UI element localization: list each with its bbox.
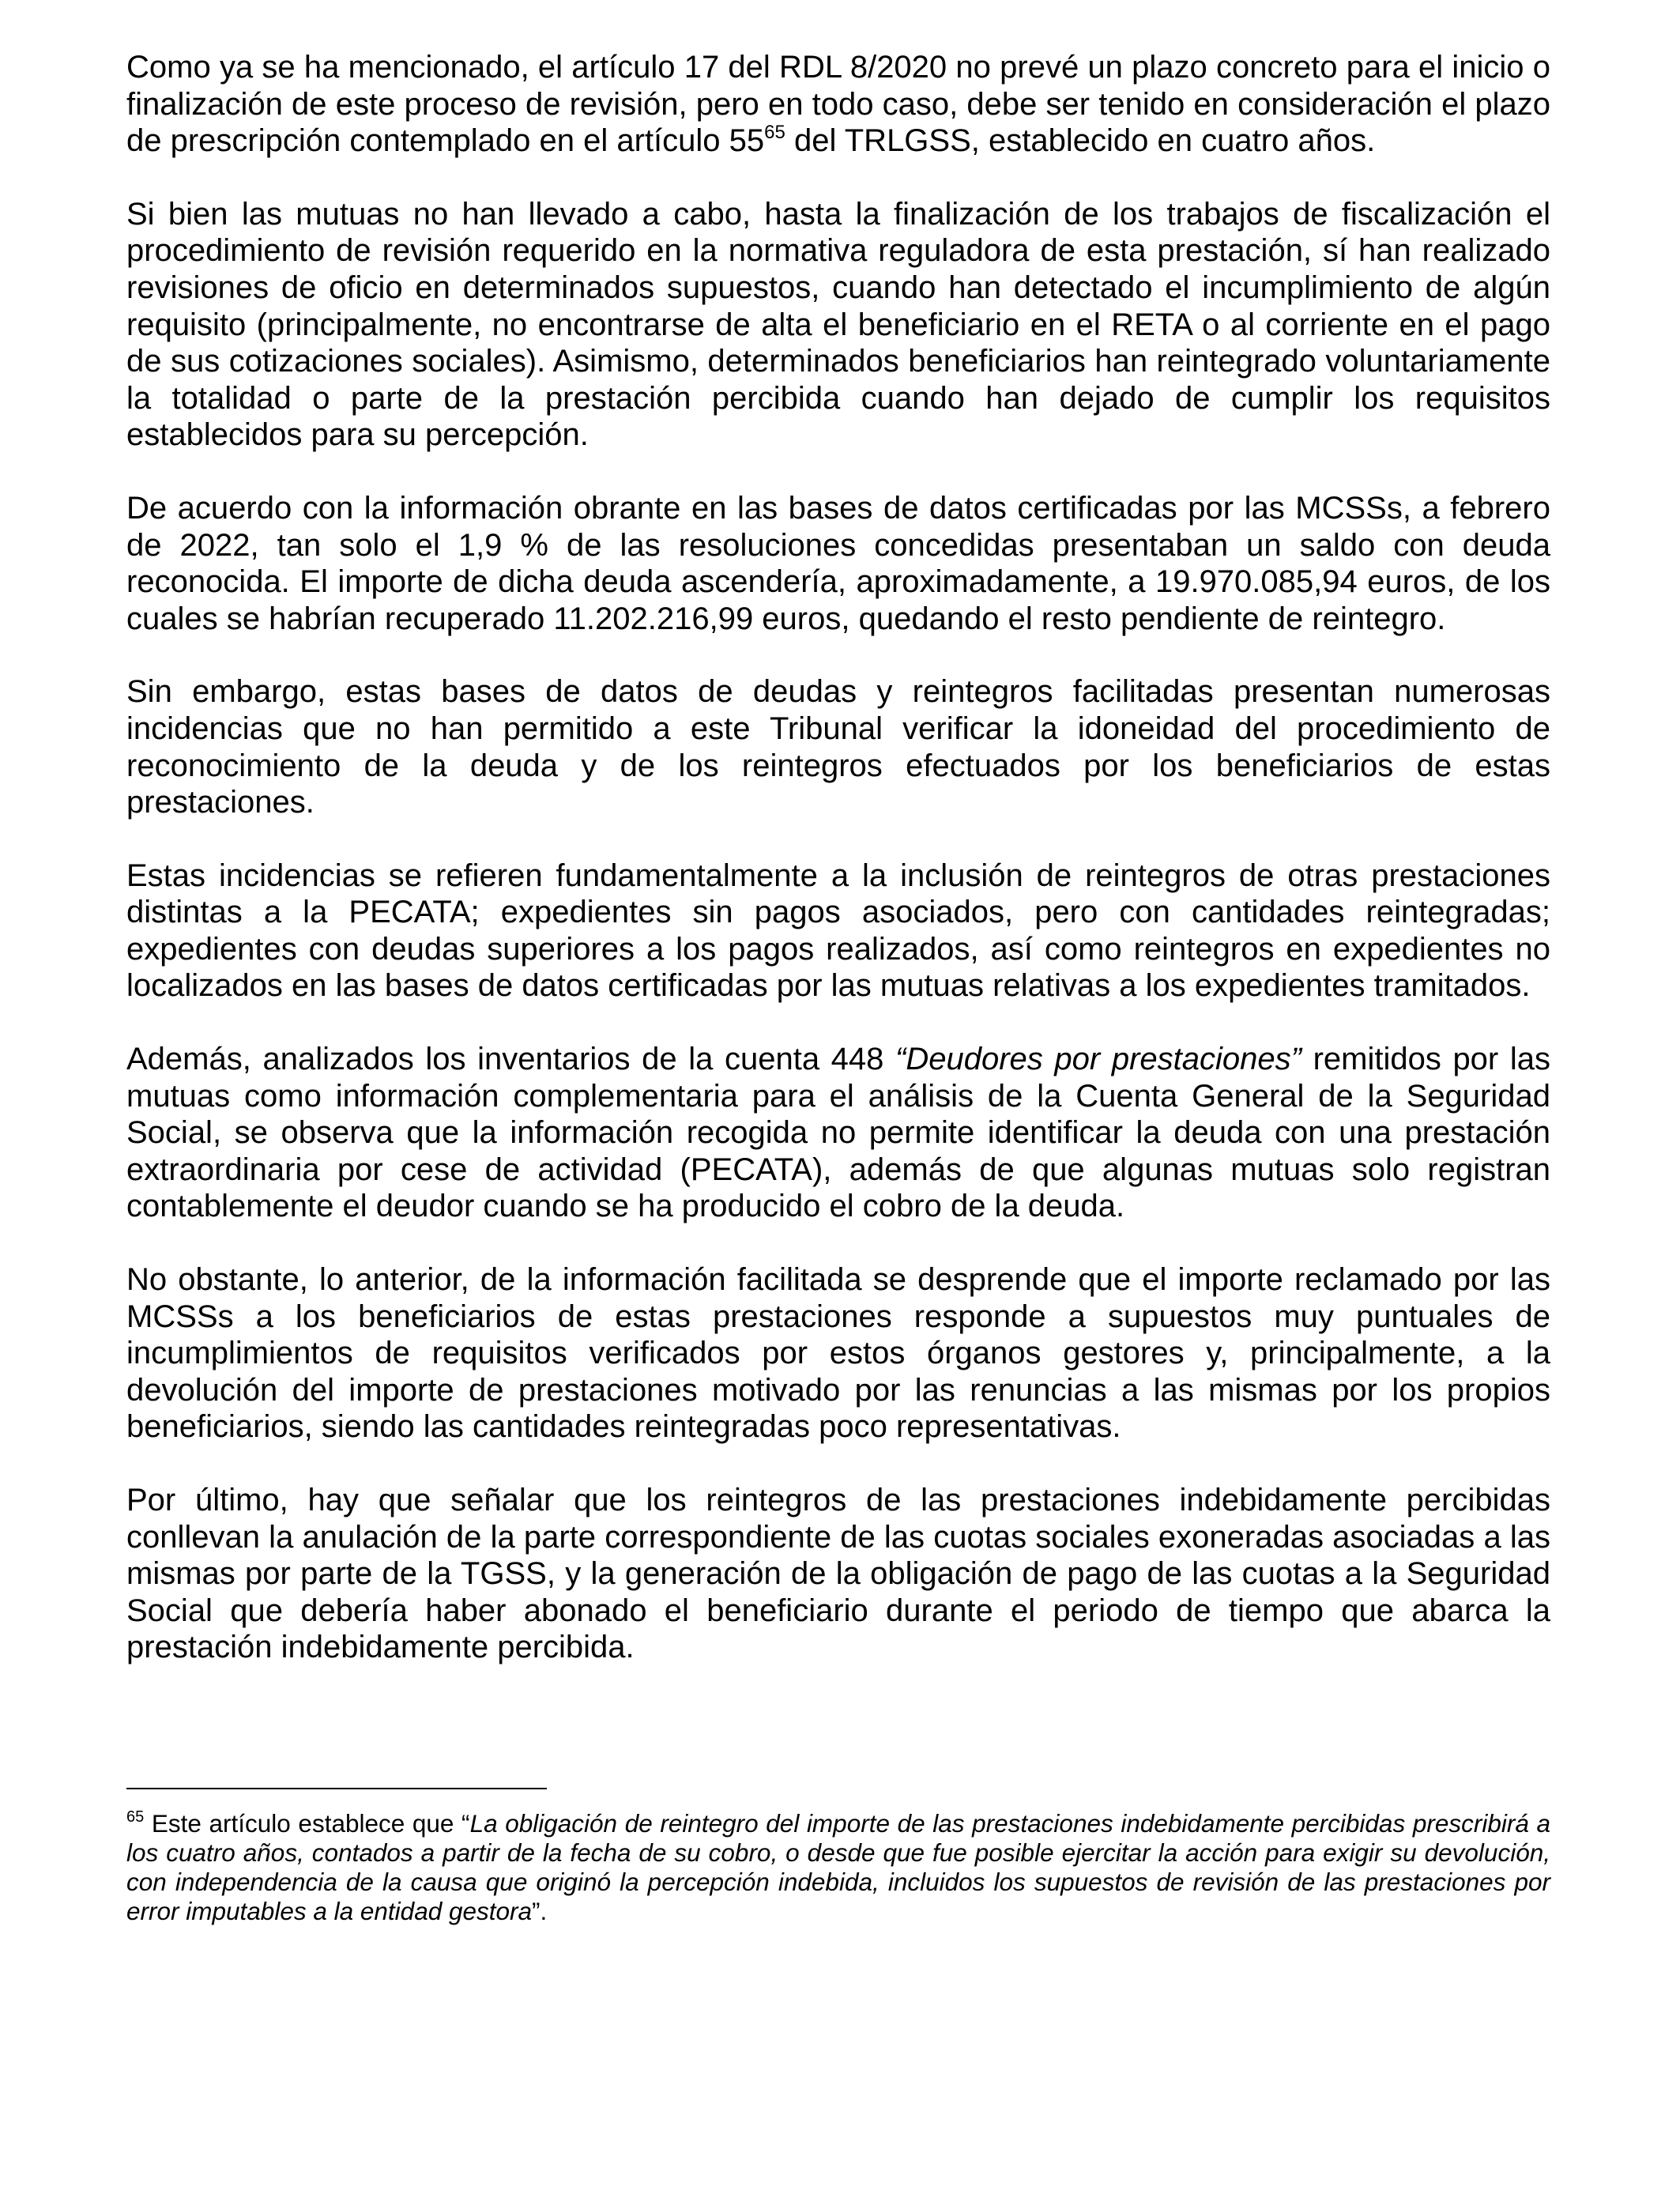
footnote-reference[interactable]: 65: [764, 122, 785, 144]
paragraph-debt-figures: De acuerdo con la información obrante en las bases de datos certificadas por las MCSSs, a febrero de 2022, tan solo el 1,9 % de las resoluciones concedidas presentaban un saldo con deuda reconocida. El importe de dicha deuda ascendería, aproximadamente, a 19.970.085,94 euros, de los cuales se habrían recuperado 11.202.216,99 euros, quedando el resto pendiente de reintegro.: [126, 490, 1550, 636]
paragraph-text: del TRLGSS, establecido en cuatro años.: [785, 123, 1376, 159]
paragraph-claimed-amounts: No obstante, lo anterior, de la información facilitada se desprende que el importe reclamado por las MCSSs a los beneficiarios de estas prestaciones responde a supuestos muy puntuales de incumplimientos de requisitos verificados por estos órganos gestores y, principalmente, a la devolución del importe de prestaciones motivado por las renuncias a las mismas por los propios beneficiarios, siendo las cantidades reintegradas poco representativas.: [126, 1262, 1550, 1445]
document-body: [126, 49, 1550, 1702]
footnote-separator: [126, 1788, 547, 1789]
paragraph-database-incidents: Sin embargo, estas bases de datos de deudas y reintegros facilitadas presentan numerosas incidencias que no han permitido a este Tribunal verificar la idoneidad del procedimiento de reconocimiento de la deuda y de los reintegros efectuados por los beneficiarios de estas prestaciones.: [126, 674, 1550, 820]
footnote-tail: ”.: [532, 1897, 548, 1925]
footnote-lead: Este artículo establece que “: [144, 1809, 470, 1838]
footnote-quote: La obligación de reintegro del importe de las prestaciones indebidamente percibidas prescribirá a los cuatro años, contados a partir de la fecha de su cobro, o desde que fue posible ejercitar la acción para exigir su devolución, con independencia de la causa que originó la percepción indebida, incluidos los supuestos de revisión de las prestaciones por error imputables a la entidad gestora: [126, 1809, 1550, 1925]
paragraph-account-448: [126, 1041, 1550, 1225]
paragraph-ex-officio-reviews: Si bien las mutuas no han llevado a cabo, hasta la finalización de los trabajos de fiscalización el procedimiento de revisión requerido en la normativa reguladora de esta prestación, sí han realizado revisiones de oficio en determinados supuestos, cuando han detectado el incumplimiento de algún requisito (principalmente, no encontrarse de alta el beneficiario en el RETA o al corriente en el pago de sus cotizaciones sociales). Asimismo, determinados beneficiarios han reintegrado voluntariamente la totalidad o parte de la prestación percibida cuando han dejado de cumplir los requisitos establecidos para su percepción.: [126, 196, 1550, 453]
paragraph-incident-details: Estas incidencias se refieren fundamentalmente a la inclusión de reintegros de otras prestaciones distintas a la PECATA; expedientes sin pagos asociados, pero con cantidades reintegradas; expedientes con deudas superiores a los pagos realizados, así como reintegros en expedientes no localizados en las bases de datos certificadas por las mutuas relativas a los expedientes tramitados.: [126, 858, 1550, 1004]
footnote-65: [126, 1809, 1550, 1926]
paragraph-text: remitidos por las mutuas como información complementaria para el análisis de la Cuenta General de la Seguridad Social, se observa que la información recogida no permite identificar la deuda con una prestación extraordinaria por cese de actividad (PECATA), además de que algunas mutuas solo registran contablemente el deudor cuando se ha producido el cobro de la deuda.: [126, 1042, 1550, 1224]
paragraph-text: Además, analizados los inventarios de la cuenta 448: [126, 1042, 896, 1077]
paragraph-revision-period: [126, 49, 1550, 160]
footnote-number: 65: [126, 1808, 145, 1826]
paragraph-reimbursement-effects: Por último, hay que señalar que los reintegros de las prestaciones indebidamente percibidas conllevan la anulación de la parte correspondiente de las cuotas sociales exoneradas asociadas a las mismas por parte de la TGSS, y la generación de la obligación de pago de las cuotas a la Seguridad Social que debería haber abonado el beneficiario durante el periodo de tiempo que abarca la prestación indebidamente percibida.: [126, 1483, 1550, 1665]
paragraph-text: Como ya se ha mencionado, el artículo 17 del RDL 8/2020 no prevé un plazo concreto para el inicio o finalización de este proceso de revisión, pero en todo caso, debe ser tenido en consideración el plazo de prescripción contemplado en el artículo 55: [126, 50, 1550, 159]
account-name: “Deudores por prestaciones”: [895, 1042, 1301, 1077]
